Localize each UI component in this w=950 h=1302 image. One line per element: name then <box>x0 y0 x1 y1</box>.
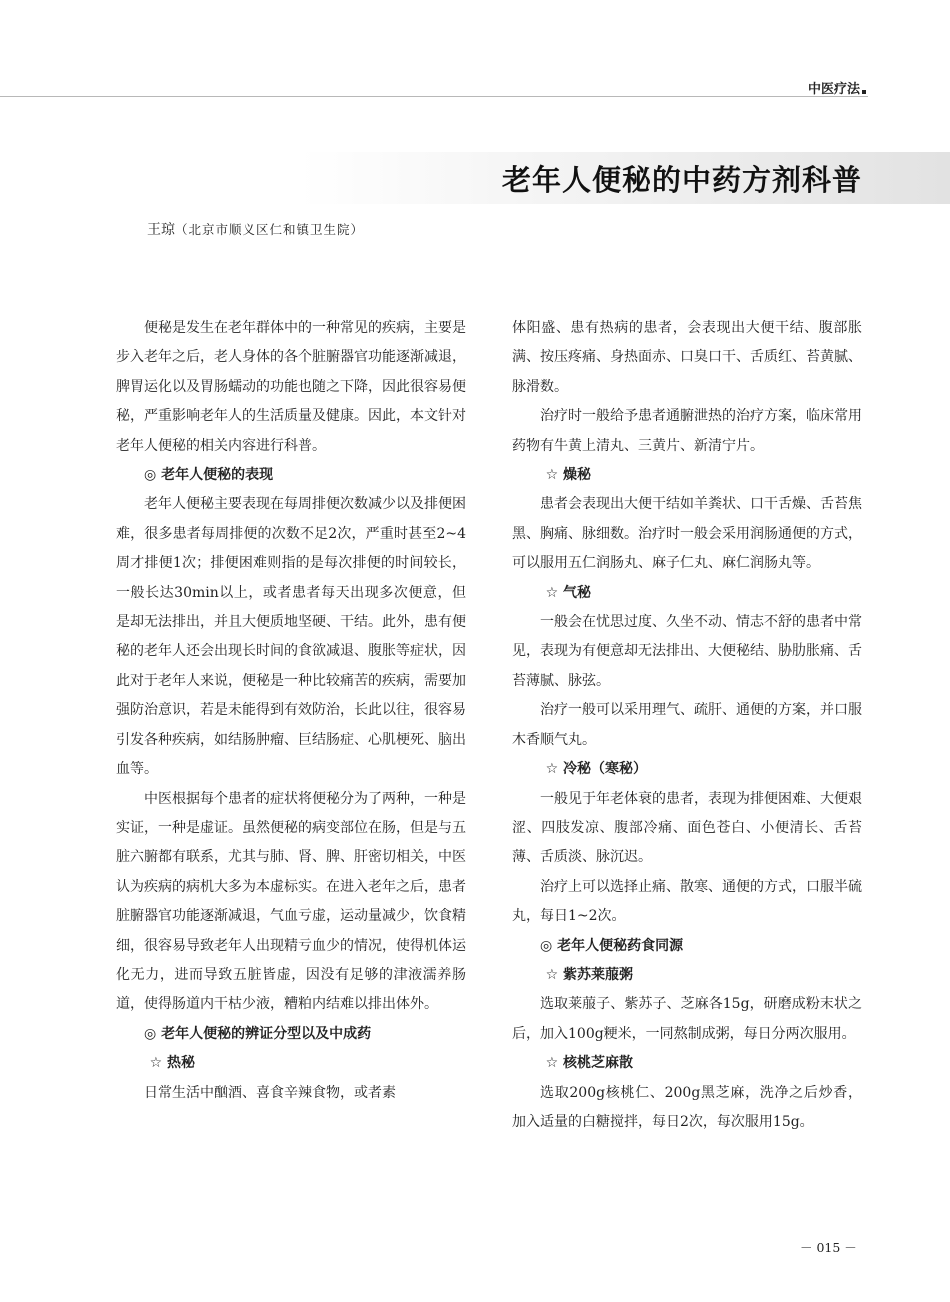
body-paragraph: 治疗上可以选择止痛、散寒、通便的方式，口服半硫丸，每日1~2次。 <box>512 878 862 925</box>
section-label: 中医疗法 <box>807 82 860 97</box>
left-column <box>116 314 466 1108</box>
body-paragraph: 体阳盛、患有热病的患者，会表现出大便干结、腹部胀满、按压疼痛、身热面赤、口臭口干、舌质红、苔黄腻、脉滑数。 <box>512 320 862 395</box>
body-paragraph: 患者会表现出大便干结如羊粪状、口干舌燥、舌苔焦黑、胸痛、脉细数。治疗时一般会采用润肠通便的方式，可以服用五仁润肠丸、麻子仁丸、麻仁润肠丸等。 <box>512 496 862 572</box>
body-paragraph: 治疗一般可以采用理气、疏肝、通便的方案，并口服木香顺气丸。 <box>512 702 862 748</box>
section-heading: ☆ 气秘 <box>545 584 592 601</box>
body-paragraph: 一般会在忧思过度、久坐不动、情志不舒的患者中常见，表现为有便意却无法排出、大便秘结、胁肋胀痛、舌苔薄腻、脉弦。 <box>512 614 862 689</box>
section-heading: ☆ 冷秘（寒秘） <box>545 761 648 778</box>
section-heading: ◎ 老年人便秘的表现 <box>144 467 274 484</box>
body-paragraph: 选取200g核桃仁、200g黑芝麻，洗净之后炒香，加入适量的白糖搅拌，每日2次，每次服用15g。 <box>512 1084 862 1130</box>
page-number: － 015 － <box>800 1240 857 1255</box>
right-column <box>512 314 862 1137</box>
author-name: 王琼 <box>147 222 175 238</box>
section-heading: ◎ 老年人便秘药食同源 <box>540 937 684 954</box>
section-heading: ◎ 老年人便秘的辨证分型以及中成药 <box>144 1025 372 1042</box>
section-heading: ☆ 热秘 <box>149 1055 196 1072</box>
body-paragraph: 治疗时一般给予患者通腑泄热的治疗方案，临床常用药物有牛黄上清丸、三黄片、新清宁片。 <box>512 408 862 454</box>
body-paragraph: 老年人便秘主要表现在每周排便次数减少以及排便困难，很多患者每周排便的次数不足2次，严重时甚至2~4周才排便1次；排便困难则指的是每次排便的时间较长，一般长达30min以上，或者患者每天出现多次便意，但是却无法排出，并且大便质地坚硬、干结。此外，患有便秘的老年人还会出现长时间的食欲减退、腹胀等症状，因此对于老年人来说，便秘是一种比较痛苦的疾病，需要加强防治意识，若是未能得到有效防治，长此以往，很容易引发各种疾病，如结肠肿瘤、巨结肠症、心肌梗死、脑出血等。 <box>116 496 466 778</box>
body-paragraph: 日常生活中酗酒、喜食辛辣食物，或者素 <box>144 1084 396 1101</box>
author-affiliation: （北京市顺义区仁和镇卫生院） <box>175 222 365 237</box>
section-heading: ☆ 燥秘 <box>545 467 592 484</box>
author-line <box>147 219 364 239</box>
section-marker-dot <box>862 90 866 94</box>
section-heading: ☆ 紫苏莱菔粥 <box>545 966 634 983</box>
body-paragraph: 一般见于年老体衰的患者，表现为排便困难、大便艰涩、四肢发凉、腹部冷痛、面色苍白、小便清长、舌苔薄、舌质淡、脉沉迟。 <box>512 790 862 866</box>
body-paragraph: 选取莱菔子、紫苏子、芝麻各15g，研磨成粉末状之后，加入100g粳米，一同熬制成粥，每日分两次服用。 <box>512 996 862 1042</box>
body-paragraph: 中医根据每个患者的症状将便秘分为了两种，一种是实证，一种是虚证。虽然便秘的病变部位在肠，但是与五脏六腑都有联系，尤其与肺、肾、脾、肝密切相关，中医认为疾病的病机大多为本虚标实。在进入老年之后，患者脏腑器官功能逐渐减退，气血亏虚，运动量减少，饮食精细，很容易导致老年人出现精亏血少的情况，使得机体运化无力，进而导致五脏皆虚，因没有足够的津液濡养肠道，使得肠道内干枯少液，糟粕内结难以排出体外。 <box>116 790 466 1013</box>
header-rule <box>0 96 868 97</box>
body-paragraph: 便秘是发生在老年群体中的一种常见的疾病，主要是步入老年之后，老人身体的各个脏腑器官功能逐渐减退，脾胃运化以及胃肠蠕动的功能也随之下降，因此很容易便秘，严重影响老年人的生活质量及健康。因此，本文针对老年人便秘的相关内容进行科普。 <box>116 320 466 454</box>
section-heading: ☆ 核桃芝麻散 <box>545 1055 634 1072</box>
article-title: 老年人便秘的中药方剂科普 <box>501 163 862 197</box>
